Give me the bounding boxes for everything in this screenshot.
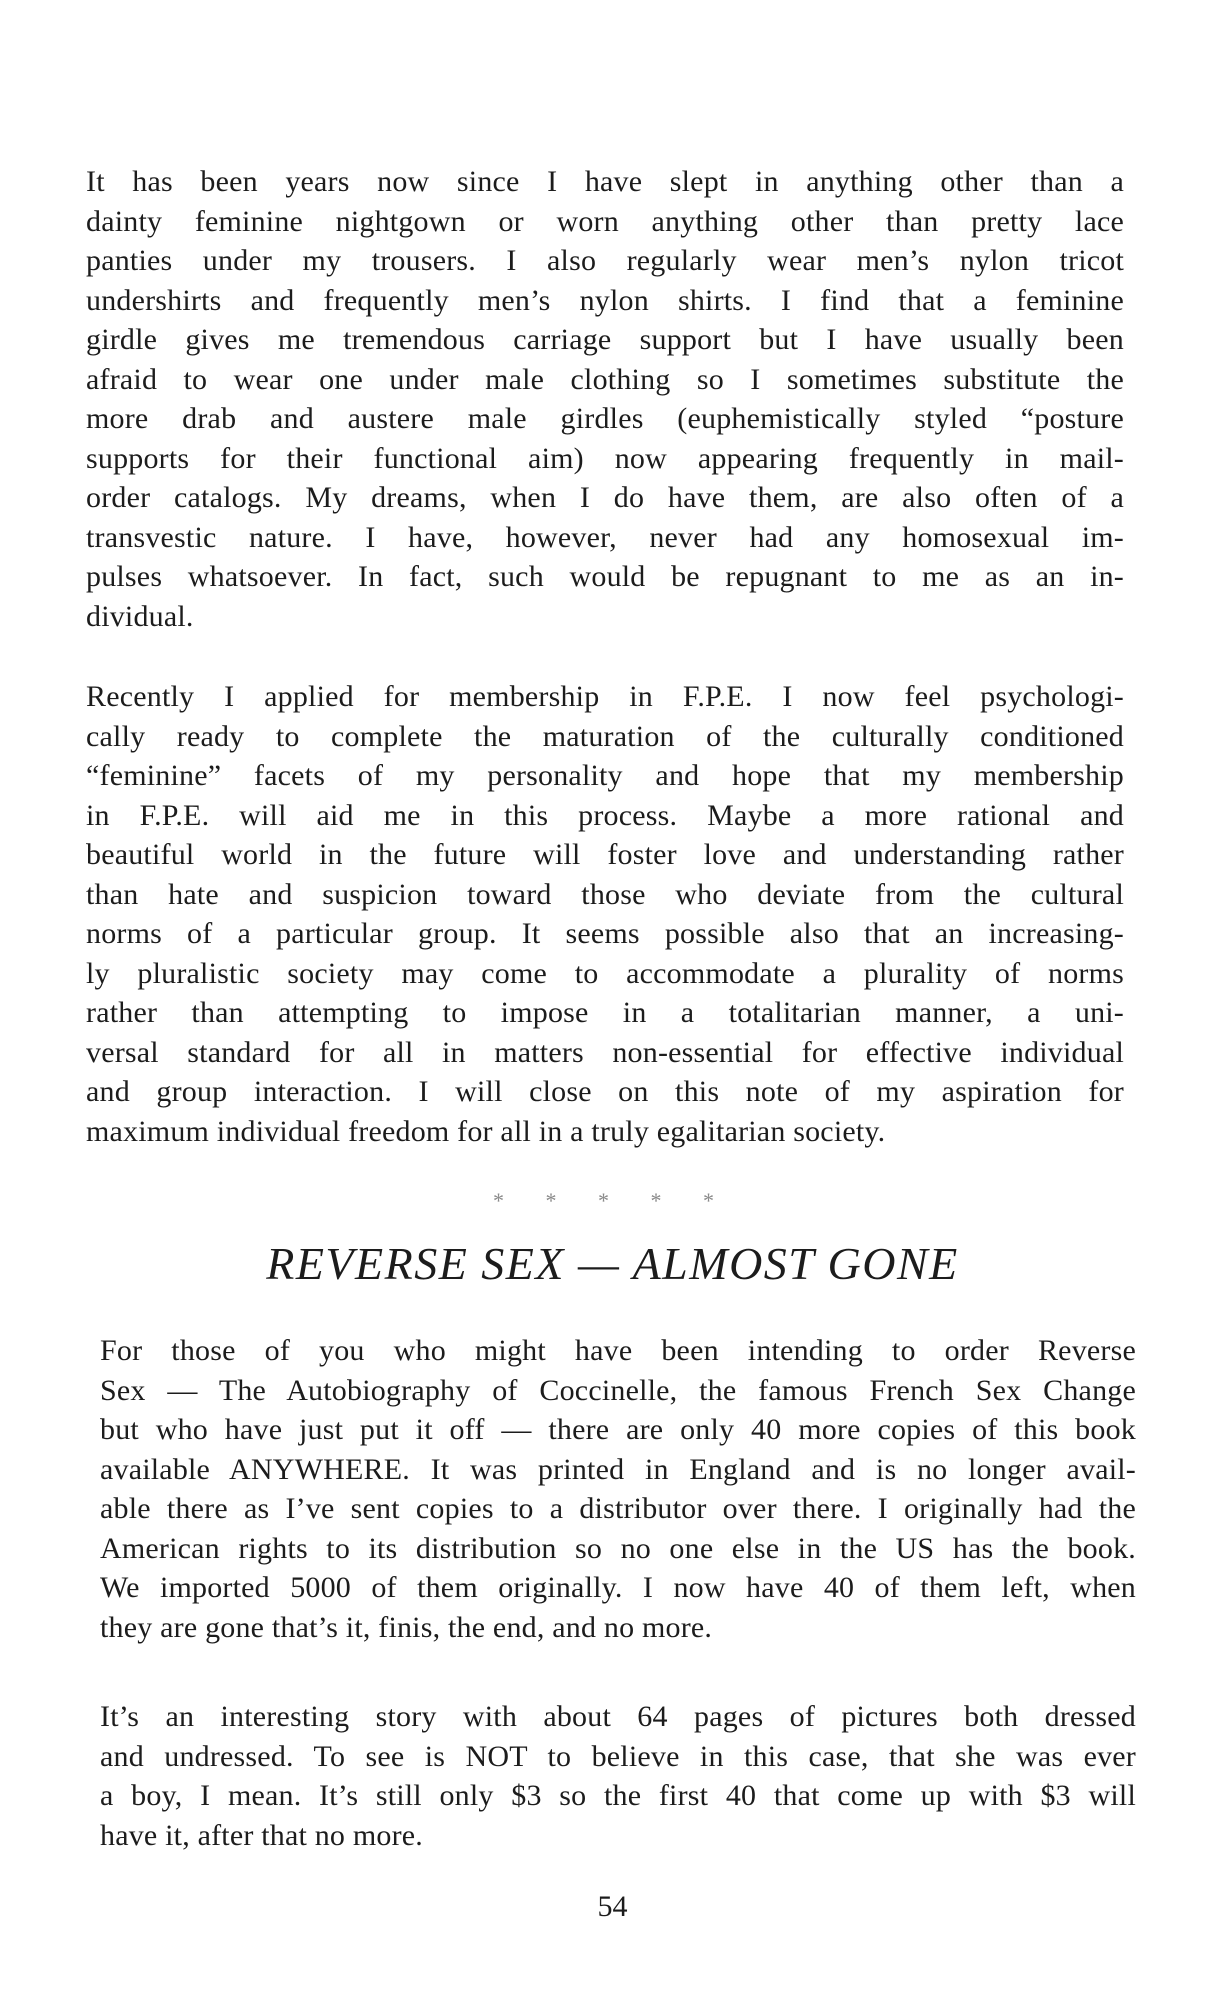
text-line: dainty feminine nightgown or worn anything other than pretty lace	[86, 204, 1124, 238]
paragraph-book-details	[100, 1697, 1136, 1855]
text-line: American rights to its distribution so no one else in the US has the book.	[100, 1531, 1136, 1565]
text-line: Recently I applied for membership in F.P.E. I now feel psychologi-	[86, 680, 1124, 713]
text-line: beautiful world in the future will foster love and understanding rather	[86, 838, 1124, 871]
text-line: and group interaction. I will close on this note of my aspiration for	[86, 1075, 1124, 1108]
text-line: For those of you who might have been intending to order Reverse	[100, 1334, 1136, 1367]
paragraph-reverse-sex-offer	[100, 1331, 1136, 1647]
text-line: but who have just put it off — there are only 40 more copies of this book	[100, 1413, 1136, 1446]
text-line: Sex — The Autobiography of Coccinelle, the famous French Sex Change	[100, 1373, 1136, 1407]
text-line: ly pluralistic society may come to accommodate a plurality of norms	[86, 956, 1124, 990]
text-line: pulses whatsoever. In fact, such would be repugnant to me as an in-	[86, 560, 1124, 593]
text-line: It has been years now since I have slept in anything other than a	[86, 165, 1124, 198]
page-number: 54	[597, 1890, 628, 1923]
text-line: “feminine” facets of my personality and hope that my membership	[86, 759, 1124, 792]
text-line: afraid to wear one under male clothing so I sometimes substitute the	[86, 362, 1124, 396]
text-line: transvestic nature. I have, however, never had any homosexual im-	[86, 520, 1124, 554]
text-line: girdle gives me tremendous carriage support but I have usually been	[86, 323, 1124, 356]
text-line: panties under my trousers. I also regularly wear men’s nylon tricot	[86, 244, 1124, 277]
text-line: norms of a particular group. It seems possible also that an increasing-	[86, 917, 1124, 950]
paragraph-membership	[86, 677, 1124, 1151]
text-line: rather than attempting to impose in a totalitarian manner, a uni-	[86, 996, 1124, 1029]
text-line: order catalogs. My dreams, when I do have them, are also often of a	[86, 481, 1124, 514]
text-line: maximum individual freedom for all in a truly egalitarian society.	[86, 1114, 886, 1148]
text-line: they are gone that’s it, finis, the end, and no more.	[100, 1610, 713, 1644]
text-line: a boy, I mean. It’s still only $3 so the first 40 that come up with $3 will	[100, 1779, 1136, 1812]
text-line: undershirts and frequently men’s nylon shirts. I find that a feminine	[86, 283, 1124, 317]
text-line: available ANYWHERE. It was printed in England and is no longer avail-	[100, 1452, 1136, 1486]
section-separator: * * * * *	[493, 1188, 732, 1213]
text-line: We imported 5000 of them originally. I now have 40 of them left, when	[100, 1571, 1136, 1604]
text-line: than hate and suspicion toward those who deviate from the cultural	[86, 877, 1124, 911]
text-line: versal standard for all in matters non-essential for effective individual	[86, 1035, 1124, 1069]
text-line: and undressed. To see is NOT to believe in this case, that she was ever	[100, 1739, 1136, 1773]
text-line: cally ready to complete the maturation of the culturally conditioned	[86, 719, 1124, 753]
text-line: more drab and austere male girdles (euphemistically styled “posture	[86, 402, 1124, 435]
text-line: able there as I’ve sent copies to a distributor over there. I originally had the	[100, 1492, 1136, 1525]
text-line: supports for their functional aim) now appearing frequently in mail-	[86, 441, 1124, 475]
text-line: have it, after that no more.	[100, 1818, 423, 1852]
section-heading: REVERSE SEX — ALMOST GONE	[266, 1238, 959, 1289]
paragraph-nightwear	[86, 162, 1124, 636]
text-line: in F.P.E. will aid me in this process. Maybe a more rational and	[86, 798, 1124, 832]
text-line: It’s an interesting story with about 64 pages of pictures both dressed	[100, 1700, 1136, 1733]
text-line: dividual.	[86, 599, 194, 633]
